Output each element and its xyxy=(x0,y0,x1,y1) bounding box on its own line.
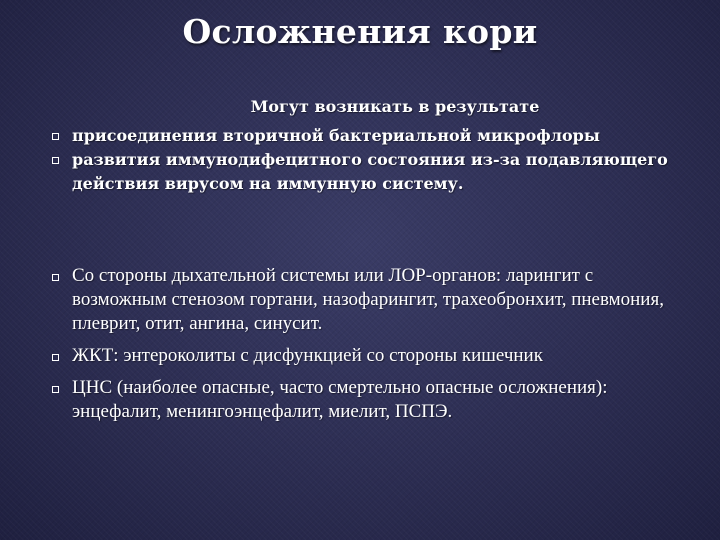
complications-bullet-list xyxy=(52,264,692,432)
hollow-square-bullet-icon xyxy=(52,274,59,281)
list-item xyxy=(52,376,692,424)
hollow-square-bullet-icon xyxy=(52,386,59,393)
hollow-square-bullet-icon xyxy=(52,133,59,140)
intro-text: Могут возникать в результате xyxy=(250,97,540,116)
list-item xyxy=(52,148,692,196)
list-item-text: ЦНС (наиболее опасные, часто смертельно опасные осложнения): энцефалит, менингоэнцефалит, миелит, ПСПЭ. xyxy=(72,377,608,422)
list-item-text: ЖКТ: энтероколиты с дисфункцией со стороны кишечник xyxy=(72,345,543,366)
slide-title: Осложнения кори xyxy=(182,12,538,51)
hollow-square-bullet-icon xyxy=(52,354,59,361)
list-item-text: присоединения вторичной бактериальной микрофлоры xyxy=(72,126,600,145)
list-item xyxy=(52,264,692,336)
list-item-text: Со стороны дыхательной системы или ЛОР-органов: ларингит с возможным стенозом гортани, назофарингит, трахеобронхит, пневмония, плеврит, отит, ангина, синусит. xyxy=(72,265,664,334)
hollow-square-bullet-icon xyxy=(52,157,59,164)
list-item xyxy=(52,124,692,148)
list-item-text: развития иммунодифецитного состояния из-за подавляющего действия вирусом на иммунную систему. xyxy=(72,150,668,193)
bold-bullet-list xyxy=(52,124,692,196)
list-item xyxy=(52,344,692,368)
